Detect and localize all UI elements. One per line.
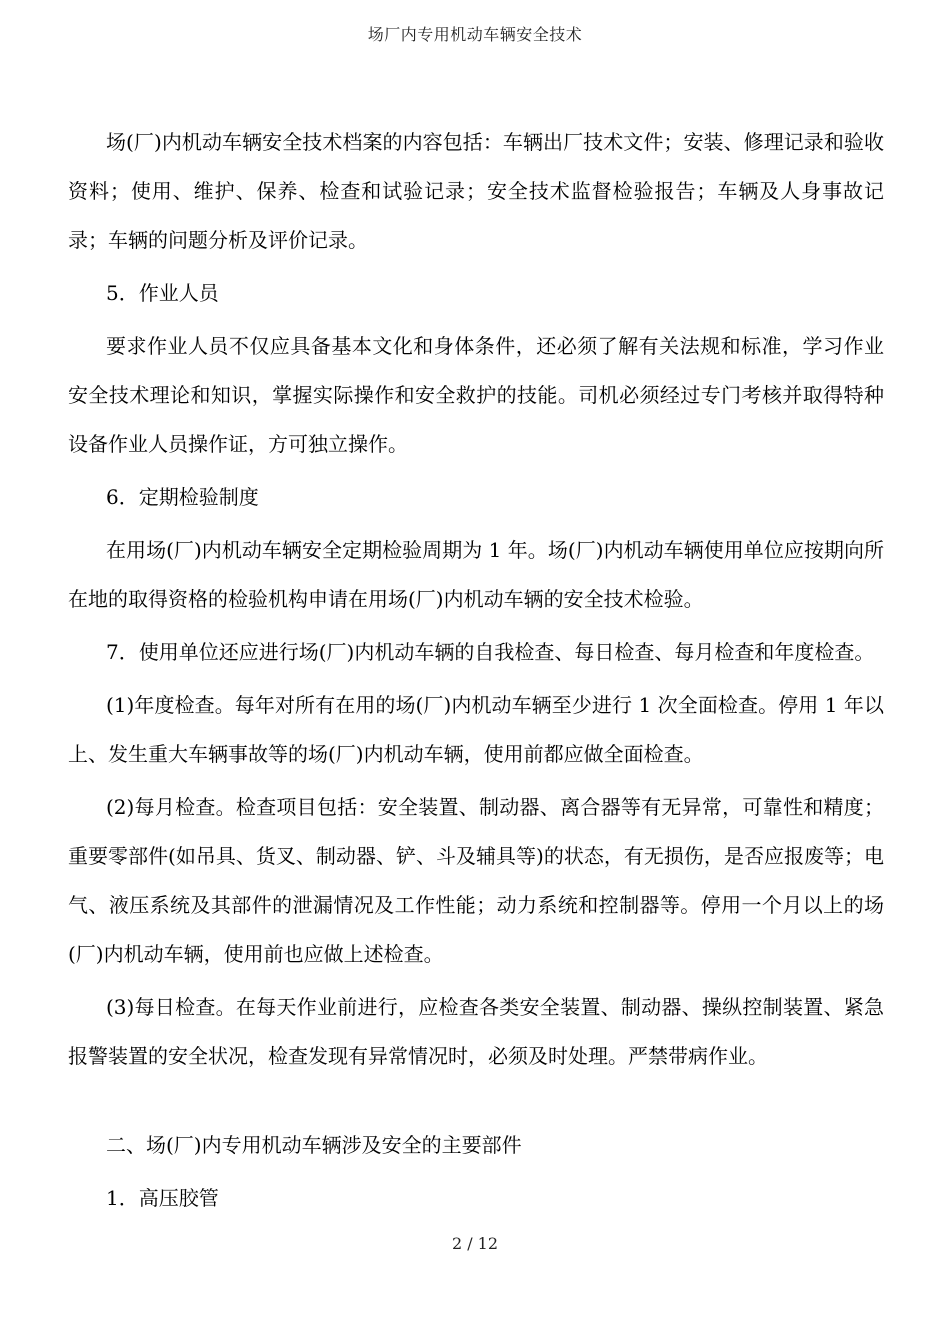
document-body (68, 118, 884, 1227)
paragraph-archives: 场(厂)内机动车辆安全技术档案的内容包括：车辆出厂技术文件；安装、修理记录和验收资料；使用、维护、保养、检查和试验记录；安全技术监督检验报告；车辆及人身事故记录；车辆的问题分析及评价记录。 (68, 130, 884, 252)
paragraph-annual-check: (1)年度检查。每年对所有在用的场(厂)内机动车辆至少进行 1 次全面检查。停用 1 年以上、发生重大车辆事故等的场(厂)内机动车辆，使用前都应做全面检查。 (68, 693, 884, 766)
heading-high-pressure-hose: 1．高压胶管 (106, 1186, 219, 1210)
section-heading-main-parts: 二、场(厂)内专用机动车辆涉及安全的主要部件 (106, 1133, 522, 1157)
paragraph-periodic-inspection: 在用场(厂)内机动车辆安全定期检验周期为 1 年。场(厂)内机动车辆使用单位应按期向所在地的取得资格的检验机构申请在用场(厂)内机动车辆的安全技术检验。 (68, 538, 884, 611)
heading-personnel: 5．作业人员 (106, 281, 219, 305)
section-spacer (68, 1085, 884, 1121)
heading-self-inspection: 7．使用单位还应进行场(厂)内机动车辆的自我检查、每日检查、每月检查和年度检查。 (106, 640, 875, 664)
page-number: 2 / 12 (451, 1234, 499, 1253)
heading-periodic-inspection: 6．定期检验制度 (106, 485, 259, 509)
paragraph-monthly-check: (2)每月检查。检查项目包括：安全装置、制动器、离合器等有无异常，可靠性和精度；重要零部件(如吊具、货叉、制动器、铲、斗及辅具等)的状态，有无损伤，是否应报废等；电气、液压系统及其部件的泄漏情况及工作性能；动力系统和控制器等。停用一个月以上的场(厂)内机动车辆，使用前也应做上述检查。 (68, 795, 884, 966)
paragraph-personnel: 要求作业人员不仅应具备基本文化和身体条件，还必须了解有关法规和标准，学习作业安全技术理论和知识，掌握实际操作和安全救护的技能。司机必须经过专门考核并取得特种设备作业人员操作证，方可独立操作。 (68, 334, 884, 456)
paragraph-daily-check: (3)每日检查。在每天作业前进行，应检查各类安全装置、制动器、操纵控制装置、紧急报警装置的安全状况，检查发现有异常情况时，必须及时处理。严禁带病作业。 (68, 995, 884, 1068)
page-header: 场厂内专用机动车辆安全技术 (367, 25, 583, 44)
